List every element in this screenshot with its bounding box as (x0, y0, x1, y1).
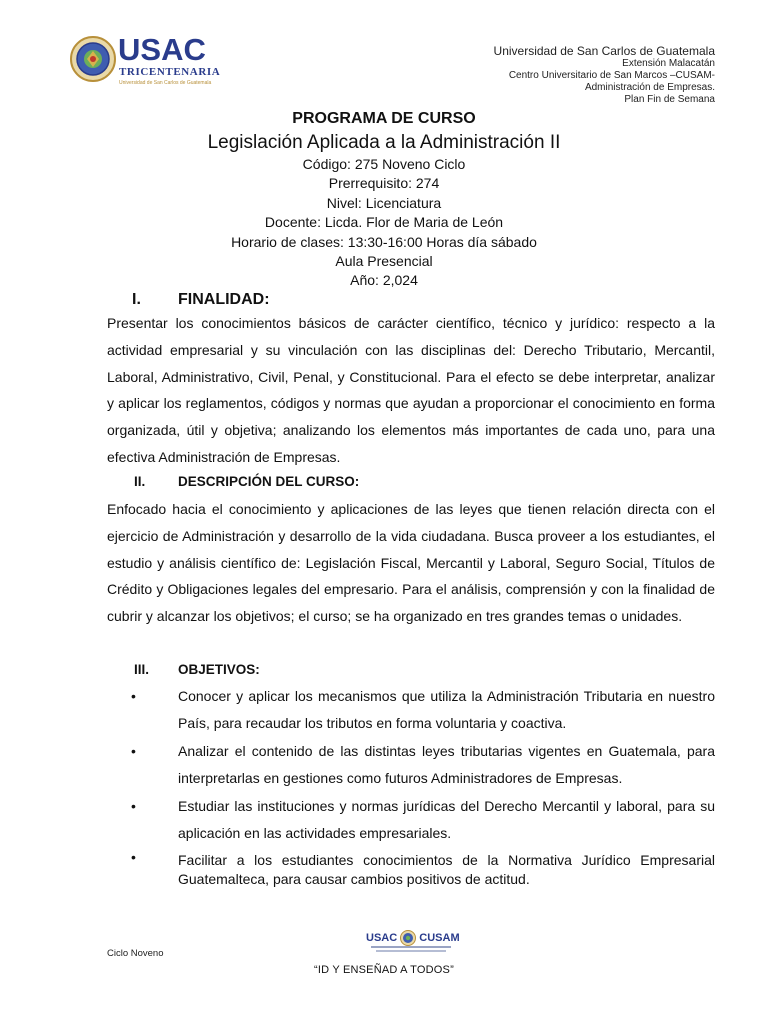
footer-logo-usac: USAC (366, 932, 398, 944)
list-item (107, 683, 715, 737)
bullet-icon: • (131, 743, 136, 759)
institution-block (494, 44, 715, 106)
section-title: OBJETIVOS: (178, 662, 260, 677)
university-seal-icon (70, 36, 116, 82)
list-item (107, 793, 715, 847)
course-modality: Aula Presencial (335, 253, 433, 270)
institution-line-2: Extensión Malacatán (622, 58, 715, 69)
course-level: Nivel: Licenciatura (326, 194, 442, 211)
course-schedule: Horario de clases: 13:30-16:00 Horas día sábado (231, 233, 537, 250)
section-number: I. (132, 291, 141, 308)
logo-tagline: Universidad de San Carlos de Guatemala (119, 80, 212, 86)
bullet-icon: • (131, 688, 136, 704)
course-code: Código: 275 Noveno Ciclo (302, 156, 466, 172)
institution-line-3: Centro Universitario de San Marcos –CUSAM- (508, 70, 715, 81)
objective-text: Estudiar las instituciones y normas jurídicas del Derecho Mercantil y laboral, para su aplicación en las actividades empresariales. (178, 798, 715, 841)
footer-usac-cusam-logo (366, 930, 460, 960)
bullet-icon: • (131, 798, 136, 814)
section-title: DESCRIPCIÓN DEL CURSO: (178, 474, 360, 489)
section-number: III. (134, 662, 150, 677)
usac-logo (70, 32, 221, 88)
objective-text: Facilitar a los estudiantes conocimientos de la Normativa Jurídico Empresarial Guatemalteca, para causar cambios positivos de actitud. (178, 852, 715, 887)
objective-text: Analizar el contenido de las distintas leyes tributarias vigentes en Guatemala, para interpretarlas en gestiones como futuros Administradores de Empresas. (178, 743, 715, 786)
institution-line-4: Administración de Empresas. (584, 82, 715, 93)
section-title: FINALIDAD: (178, 291, 270, 308)
institution-line-1: Universidad de San Carlos de Guatemala (493, 44, 715, 58)
bullet-icon: • (131, 849, 136, 865)
list-item (107, 848, 715, 889)
program-label: PROGRAMA DE CURSO (292, 110, 476, 127)
section-number: II. (134, 474, 146, 489)
course-teacher: Docente: Licda. Flor de Maria de León (264, 214, 504, 231)
footer-logo-cusam: CUSAM (419, 932, 460, 944)
footer-logo-fine-print (371, 946, 451, 948)
course-year: Año: 2,024 (350, 272, 418, 289)
list-item (107, 738, 715, 792)
objective-text: Conocer y aplicar los mecanismos que utiliza la Administración Tributaria en nuestro País, para recaudar los tributos en forma voluntaria y coactiva. (178, 688, 715, 731)
footer-seal-icon (400, 930, 416, 946)
institution-line-5: Plan Fin de Semana (624, 94, 715, 105)
logo-usac-text: USAC (118, 32, 206, 67)
descripcion-paragraph: Enfocado hacia el conocimiento y aplicaciones de las leyes que tienen relación directa con el ejercicio de Administración y desarrollo de la vida ciudadana. Busca proveer a los estudiantes, el estudio y análisis científico de: Legislación Fiscal, Mercantil y Laboral, Seguro Social, Títulos de Crédito y Obligaciones legales del empresario. Para el análisis, comprensión y con la finalidad de cubrir y alcanzar los objetivos; el curso; se ha organizado en tres grandes temas o unidades. (107, 501, 715, 625)
footer-logo-fine-print (376, 950, 446, 952)
course-header (0, 109, 768, 291)
objectives-list (107, 683, 715, 890)
finalidad-paragraph: Presentar los conocimientos básicos de carácter científico, técnico y jurídico: respecto a la actividad empresarial y su vinculación con las disciplinas del: Derecho Tributario, Mercantil, Laboral, Administrativo, Civil, Penal, y Constitucional. Para el efecto se debe interpretar, analizar y aplicar los reglamentos, códigos y normas que ayudan a proporcionar el conocimiento en forma organizada, útil y objetiva; analizando los elementos más importantes de cada uno, para una efectiva Administración de Empresas. (107, 315, 715, 465)
footer-motto: “ID Y ENSEÑAD A TODOS” (314, 964, 454, 976)
footer-cycle-label: Ciclo Noveno (107, 948, 164, 959)
course-title: Legislación Aplicada a la Administración II (207, 132, 561, 153)
course-prerequisite: Prerrequisito: 274 (328, 175, 440, 192)
logo-tricentenaria-text: TRICENTENARIA (119, 66, 221, 78)
